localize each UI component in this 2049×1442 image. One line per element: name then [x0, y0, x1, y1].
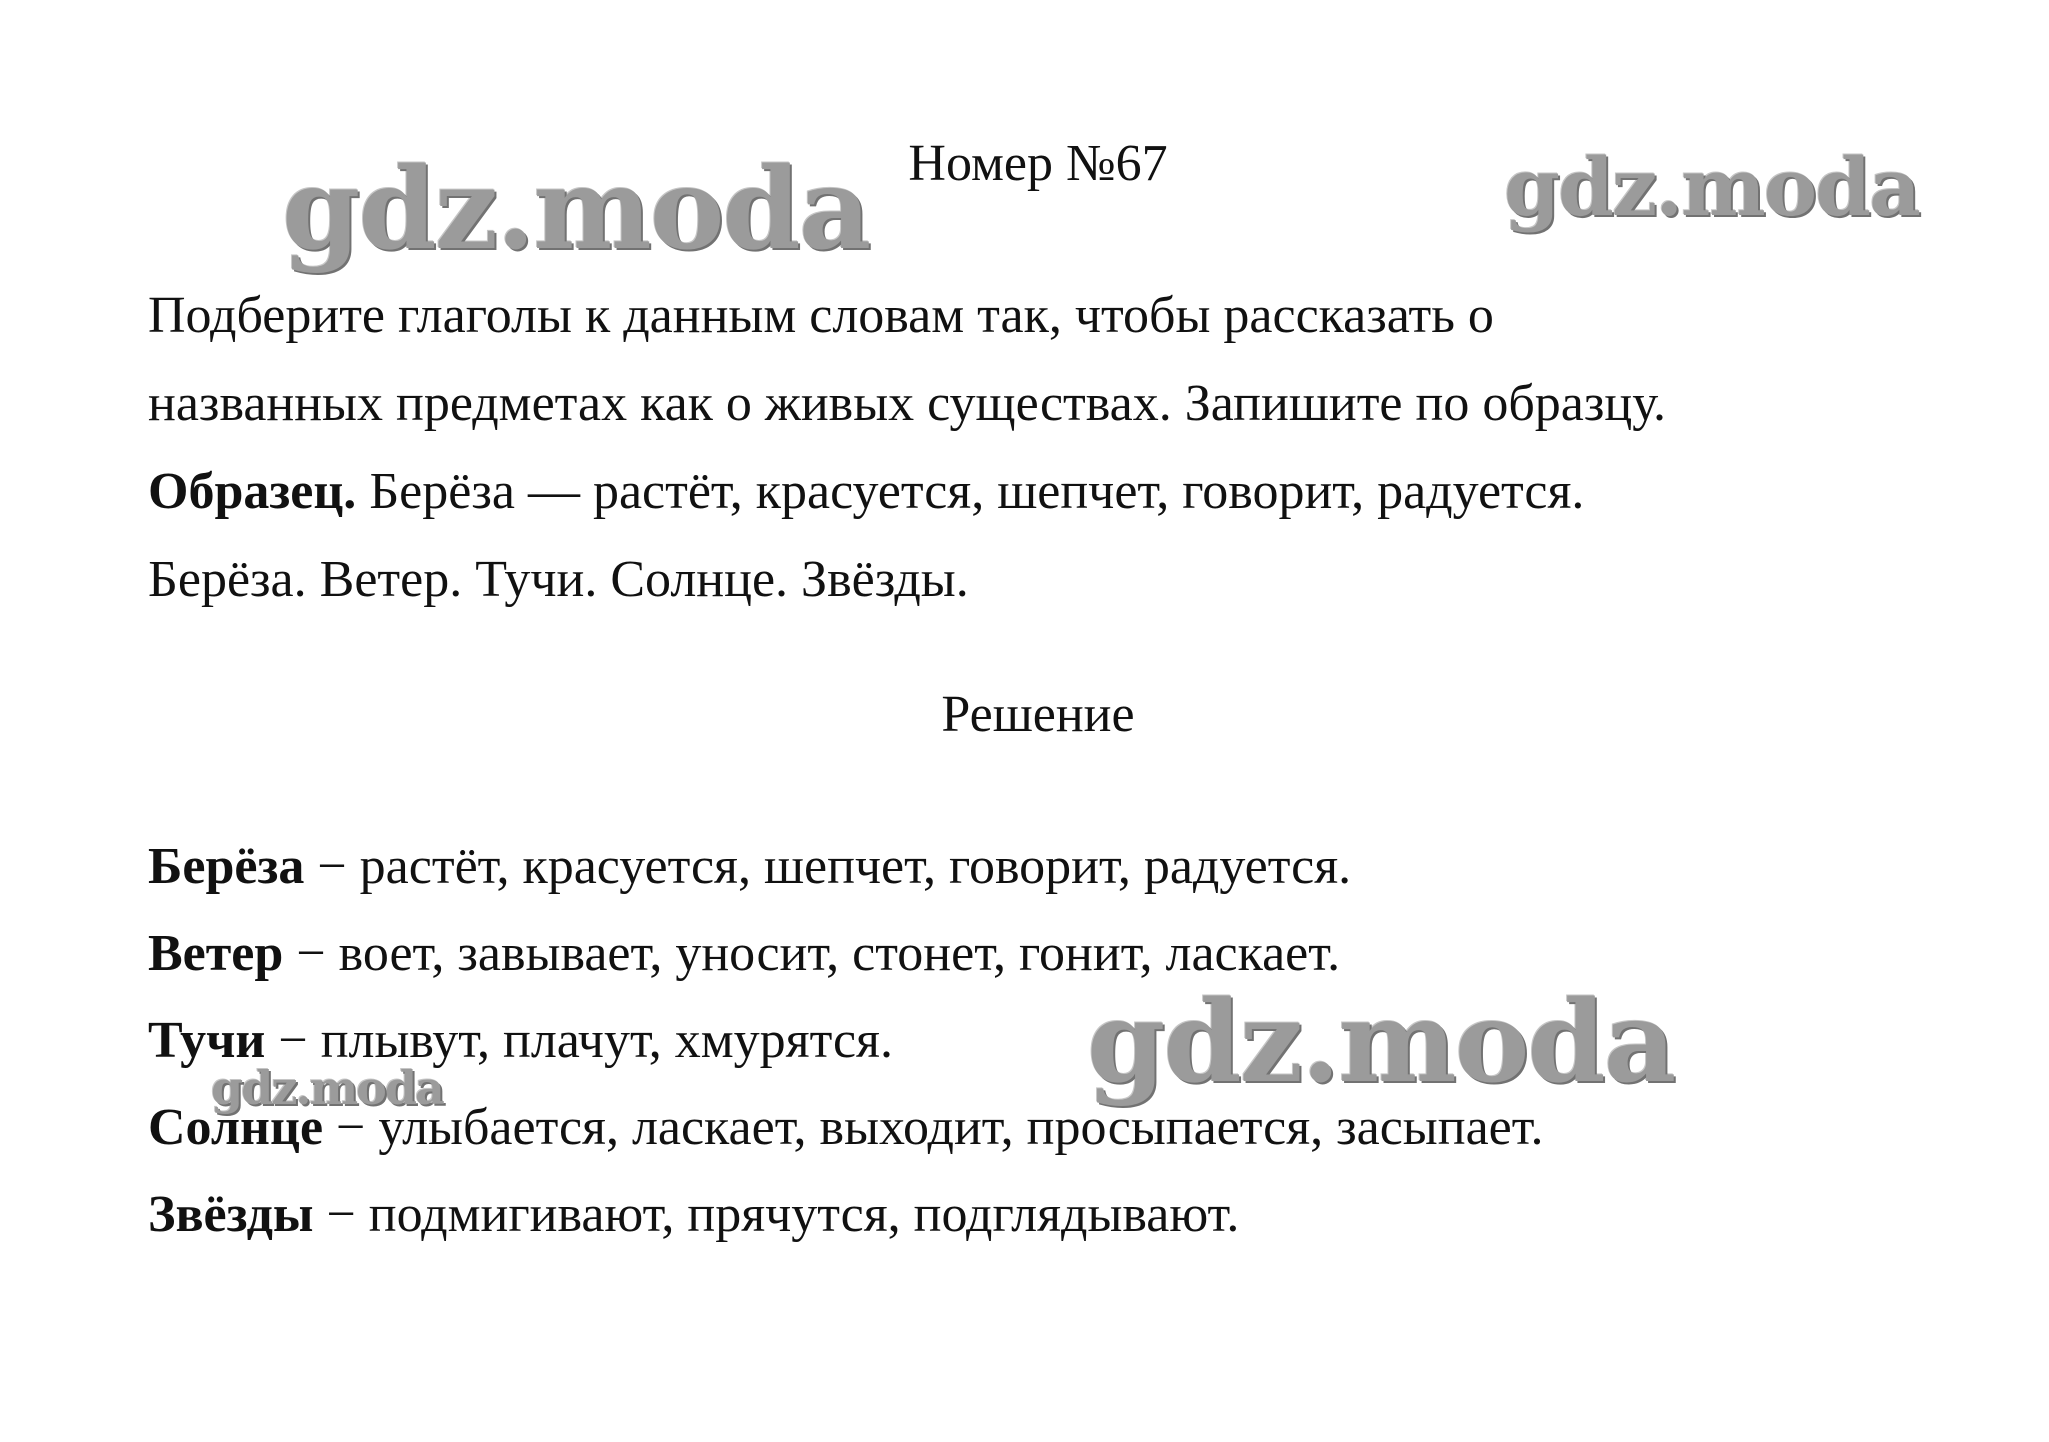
answer-list: [148, 823, 2008, 1258]
watermark-logo: gdz.moda: [1504, 140, 1919, 234]
sample-label: Образец.: [148, 463, 357, 520]
answer-verbs: − растёт, красуется, шепчет, говорит, радуется.: [304, 838, 1352, 895]
answer-row: [148, 1171, 2008, 1258]
watermark-logo: gdz.moda: [1087, 977, 1675, 1108]
answer-word: Ветер: [148, 925, 284, 982]
answer-word: Тучи: [148, 1012, 266, 1069]
answer-verbs: − подмигивают, прячутся, подглядывают.: [313, 1186, 1240, 1243]
answer-verbs: − воет, завывает, уносит, стонет, гонит, ласкает.: [283, 925, 1341, 982]
page-title: Номер №67: [908, 135, 1168, 192]
task-line-1: Подберите глаголы к данным словам так, чтобы рассказать о: [148, 287, 1494, 344]
answer-verbs: − плывут, плачут, хмурятся.: [265, 1012, 893, 1069]
task-text: [148, 272, 2008, 624]
sample-text: Берёза — растёт, красуется, шепчет, говорит, радуется.: [356, 463, 1585, 520]
answer-word: Звёзды: [148, 1186, 314, 1243]
answer-word: Берёза: [148, 838, 305, 895]
watermark-logo: gdz.moda: [282, 144, 870, 275]
task-line-2: названных предметах как о живых существах. Запишите по образцу.: [148, 375, 1667, 432]
solution-title: Решение: [941, 686, 1135, 743]
answer-verbs: − улыбается, ласкает, выходит, просыпается, засыпает.: [323, 1099, 1544, 1156]
answer-row: [148, 823, 2008, 910]
answer-word: Солнце: [148, 1099, 324, 1156]
answer-row: [148, 910, 2008, 997]
task-line-4: Берёза. Ветер. Тучи. Солнце. Звёзды.: [148, 551, 969, 608]
task-sample: [148, 448, 2008, 536]
watermark-logo: gdz.moda: [211, 1061, 443, 1115]
